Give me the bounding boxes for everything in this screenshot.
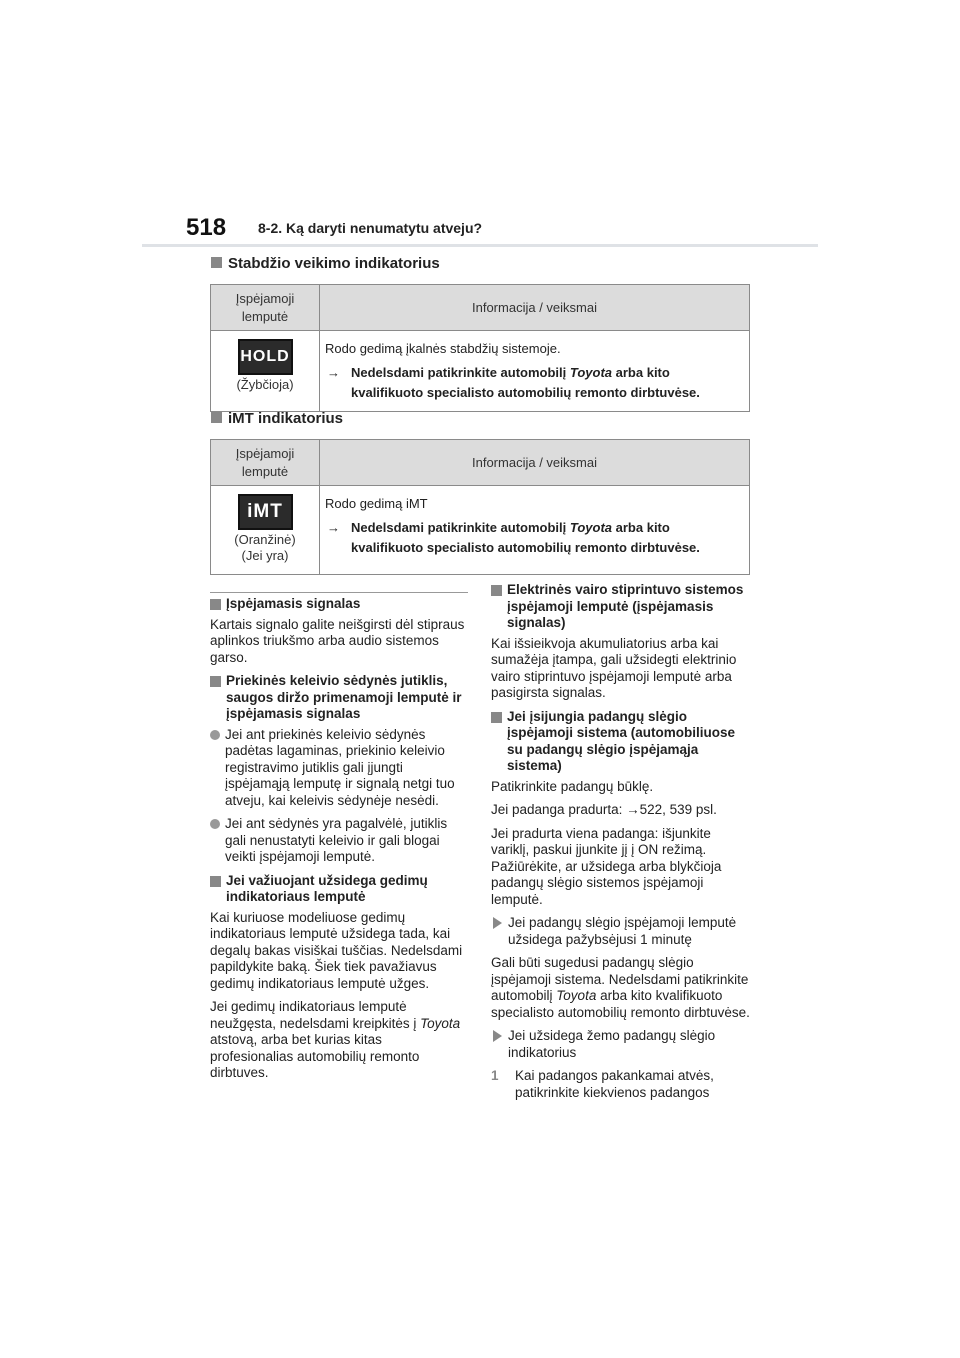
triangle-bullet-icon [493, 917, 502, 929]
action-text: → Nedelsdami patikrinkite automobilį Toyota arba kito kvalifikuoto specialisto automobilių remonto dirbtuvėse. [325, 518, 739, 558]
bullet-item: Jei ant priekinės keleivio sėdynės padėtas lagaminas, priekinio keleivio registravimo jutiklis gali įjungti įspėjamąją lemputę ir signalą netgi tuo atveju, kai keleivis sėdynėje nesėdi. [210, 727, 468, 810]
info-cell [320, 486, 750, 575]
paragraph: Jei gedimų indikatoriaus lemputė neužgęsta, nedelsdami kreipkitės į Toyota atstovą, arba bet kurias kitas profesionalias automobilių remonto dirbtuves. [210, 999, 461, 1080]
hold-indicator-icon: HOLD [238, 339, 293, 375]
imt-indicator-cell [211, 486, 320, 575]
page-number: 518 [186, 214, 227, 241]
col-header-info: Informacija / veiksmai [320, 285, 750, 331]
numbered-step: 1 Kai padangos pakankamai atvės, patikrinkite kiekvienos padangos [491, 1068, 714, 1100]
triangle-item: Jei užsidega žemo padangų slėgio indikatorius [491, 1028, 751, 1061]
paragraph: Jei pradurta viena padanga: išjunkite variklį, paskui įjunkite jį į ON režimą. Pažiūrėkite, ar užsidega arba blykčioja padangų slėgio sistemos įspėjamoji lemputė. [491, 825, 722, 907]
triangle-item: Jei padangų slėgio įspėjamoji lemputė užsidega pažybsėjusi 1 minutę [491, 915, 751, 948]
header-divider [142, 244, 818, 247]
info-cell [320, 331, 750, 412]
bullet-item: Jei ant sėdynės yra pagalvėlė, jutiklis gali nenustatyti keleivio ir gali blogai veikti įspėjamoji lemputė. [210, 816, 468, 866]
right-column [491, 582, 751, 1108]
square-bullet-icon [210, 876, 221, 887]
paragraph: Kartais signalo galite neišgirsti dėl stipraus aplinkos triukšmo arba audio sistemos garso. [210, 616, 465, 665]
square-bullet-icon [210, 599, 221, 610]
hold-indicator-cell [211, 331, 320, 412]
section-heading-brake: Stabdžio veikimo indikatorius [211, 255, 440, 272]
step-number: 1 [491, 1068, 499, 1083]
square-bullet-icon [210, 676, 221, 687]
info-text: Rodo gedimą iMT [325, 496, 428, 511]
square-bullet-icon [491, 585, 502, 596]
imt-indicator-icon: iMT [238, 494, 293, 530]
subheading-tire-pressure: Jei įsijungia padangų slėgio įspėjamoji sistema (automobiliuose su padangų slėgio įspėjamąja sistema) [491, 709, 751, 775]
col-header-info: Informacija / veiksmai [320, 440, 750, 486]
subheading-passenger-sensor: Priekinės keleivio sėdynės jutiklis, saugos diržo primenamoji lemputė ir įspėjamasis signalas [210, 673, 468, 723]
col-header-lamp: Įspėjamoji lemputė [211, 285, 320, 331]
icon-caption: (Žybčioja) [236, 377, 294, 392]
subheading-warning-signal: Įspėjamasis signalas [210, 596, 468, 613]
column-divider [210, 592, 468, 593]
square-bullet-icon [211, 412, 222, 423]
paragraph: Patikrinkite padangų būklę. [491, 778, 654, 794]
arrow-icon: → [327, 365, 340, 380]
paragraph: Jei padanga pradurta: →522, 539 psl. [491, 802, 717, 817]
chapter-title: 8-2. Ką daryti nenumatytu atveju? [258, 220, 483, 236]
info-text: Rodo gedimą įkalnės stabdžių sistemoje. [325, 341, 561, 356]
arrow-icon: → [626, 802, 640, 817]
col-header-lamp: Įspėjamoji lemputė [211, 440, 320, 486]
paragraph: Kai kuriuose modeliuose gedimų indikatoriaus lemputė užsidega tada, kai degalų bakas visiškai tuščias. Nedelsdami papildykite baką. Šiek tiek pavažiavus gedimų indikatoriaus lemputė užges. [210, 909, 463, 991]
imt-indicator-table [210, 439, 750, 575]
square-bullet-icon [491, 712, 502, 723]
icon-caption-note: (Jei yra) [241, 548, 289, 563]
subheading-eps-warning: Elektrinės vairo stiprintuvo sistemos įspėjamoji lemputė (įspėjamasis signalas) [491, 582, 751, 632]
action-text: → Nedelsdami patikrinkite automobilį Toyota arba kito kvalifikuoto specialisto automobilių remonto dirbtuvėse. [325, 363, 739, 403]
circle-bullet-icon [210, 819, 220, 829]
section-heading-imt: iMT indikatorius [211, 410, 343, 427]
arrow-icon: → [327, 520, 340, 535]
brake-indicator-table [210, 284, 750, 412]
left-column [210, 596, 468, 1089]
paragraph: Kai išsieikvoja akumuliatorius arba kai sumažėja įtampa, gali užsidegti elektrinio vairo stiprintuvo įspėjamoji lemputė arba pasigirsta signalas. [491, 635, 737, 700]
paragraph: Gali būti sugedusi padangų slėgio įspėjamoji sistema. Nedelsdami patikrinkite automobilį Toyota arba kito kvalifikuoto specialisto automobilių remonto dirbtuvėse. [491, 955, 750, 1020]
circle-bullet-icon [210, 730, 220, 740]
triangle-bullet-icon [493, 1030, 502, 1042]
subheading-malfunction-lamp: Jei važiuojant užsidega gedimų indikatoriaus lemputė [210, 873, 468, 906]
square-bullet-icon [211, 257, 222, 268]
icon-caption-color: (Oranžinė) [234, 532, 296, 547]
